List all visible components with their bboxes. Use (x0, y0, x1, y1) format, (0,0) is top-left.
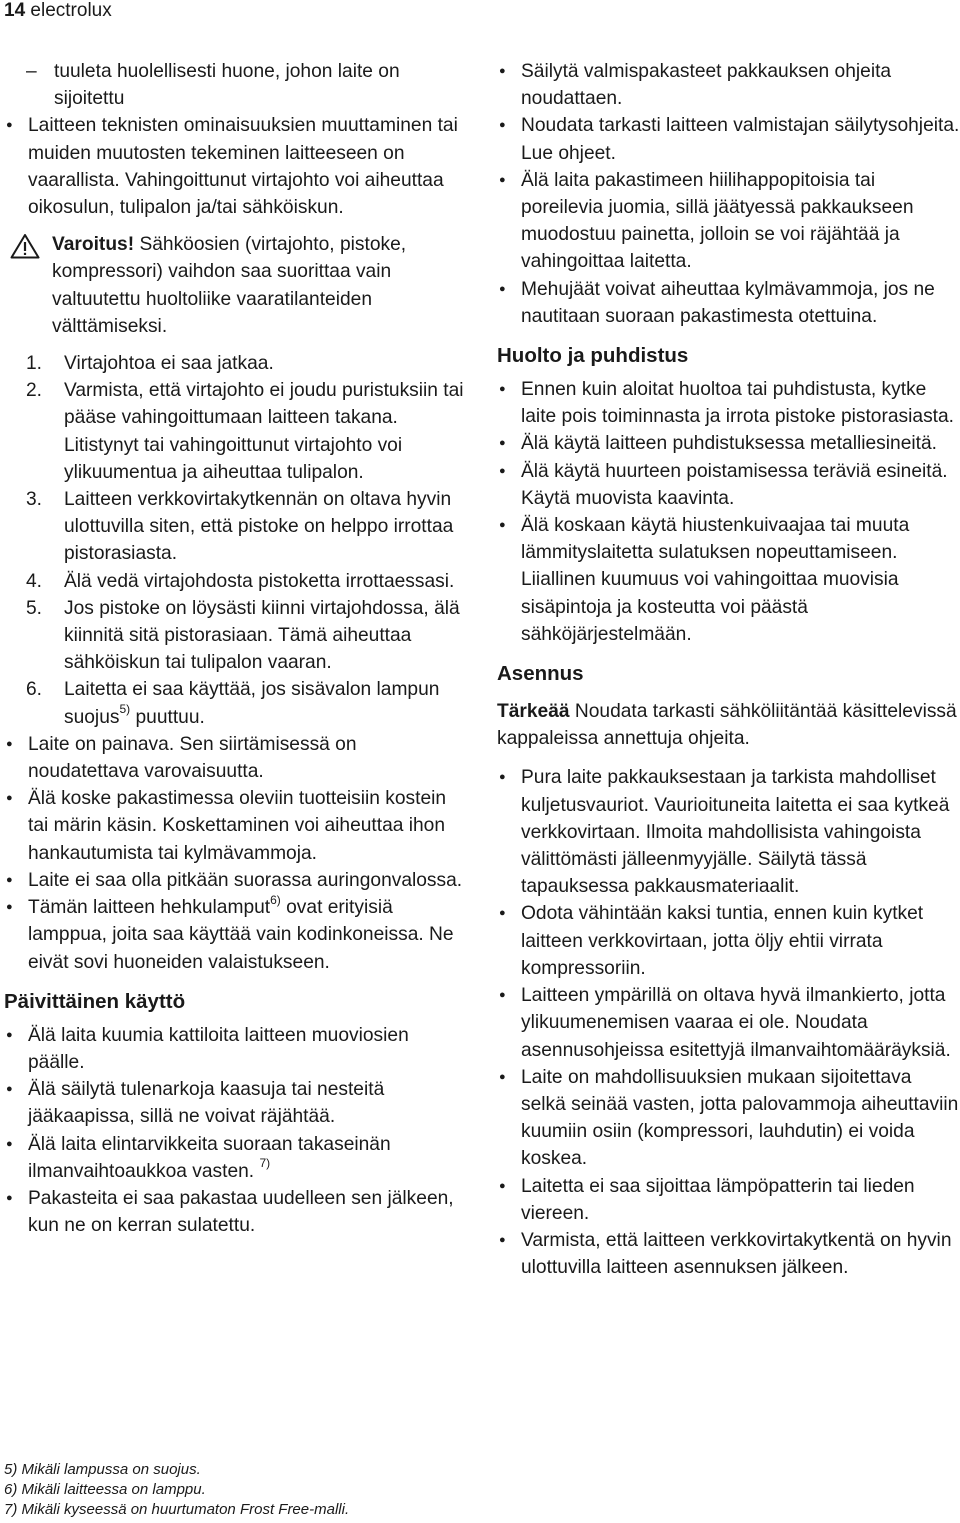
numbered-item: 4. Älä vedä virtajohdosta pistoketta irrottaessasi. (26, 570, 455, 592)
footnote: 7) Mikäli kyseessä on huurtumaton Frost Free-malli. (4, 1501, 350, 1518)
important-note (497, 698, 960, 752)
list-item: Laitteen teknisten ominaisuuksien muuttaminen tai muiden muutosten tekeminen laitteeseen on vaarallista. Vahingoittunut virtajohto voi aiheuttaa oikosulun, tulipalon ja/tai sähköiskun. (28, 115, 458, 219)
numbered-item: 3. Laitteen verkkovirtakytkennän on oltava hyvin ulottuvilla siten, että pistoke on helppo irrottaa pistorasiasta. (26, 489, 454, 565)
list-item: Varmista, että laitteen verkkovirtakytkentä on hyvin ulottuvilla laitteen asennuksen jälkeen. (521, 1229, 952, 1279)
footnote-ref: 7) (259, 1156, 271, 1171)
list-item: Pakasteita ei saa pakastaa uudelleen sen jälkeen, kun ne on kerran sulatettu. (28, 1187, 454, 1237)
list-item: Säilytä valmispakasteet pakkauksen ohjeita noudattaen. (521, 61, 892, 110)
right-column (497, 58, 960, 1281)
numbered-item: 5. Jos pistoke on löysästi kiinni virtajohdossa, älä kiinnitä sitä pistorasiaan. Tämä aiheuttaa sähköiskun tai tulipalon vaaran. (26, 597, 460, 674)
brand-name: electrolux (30, 0, 112, 21)
important-text: Noudata tarkasti sähköliitäntää käsittelevissä kappaleissa annettuja ohjeita. (497, 701, 957, 750)
list-item: Tämän laitteen hehkulamput$^{6)}$ ovat erityisiä lamppua, joita saa käyttää vain kodinkoneissa. Ne eivät sovi huoneiden valaistukseen. (28, 892, 454, 973)
section-heading-daily-use: Päivittäinen käyttö (4, 989, 186, 1013)
list-item: Odota vähintään kaksi tuntia, ennen kuin kytket laitteen verkkovirtaan, jotta öljy ehtii virrata kompressoriin. (521, 903, 924, 979)
list-item: Älä koskaan käytä hiustenkuivaajaa tai muuta lämmityslaitetta sulatuksen nopeuttamiseen. Liiallinen kuumuus voi vahingoittaa muovisia sisäpintoja ja kosteutta voi päästä sähköjärjestelmään. (521, 515, 910, 645)
list-item: Mehujäät voivat aiheuttaa kylmävammoja, jos ne nautitaan suoraan pakastimesta otettuina. (521, 278, 935, 327)
important-keyword: Tärkeää (497, 701, 570, 723)
footnote-ref: 6) (270, 892, 281, 907)
list-item: Pura laite pakkauksestaan ja tarkista mahdolliset kuljetusvauriot. Vaurioituneita laitetta ei saa kytkeä verkkovirtaan. Ilmoita mahdollisista vahingoista välittömästi jälleenmyyjälle. Säilytä tässä tapauksessa pakkausmateriaalit. (521, 767, 950, 898)
footnotes (4, 1460, 349, 1520)
warning-block (4, 231, 466, 340)
numbered-item: 1. Virtajohtoa ei saa jatkaa. (26, 353, 274, 375)
page-header (4, 0, 112, 22)
list-item: Älä käytä huurteen poistamisessa teräviä esineitä. Käytä muovista kaavinta. (521, 460, 948, 509)
list-item: Laitteen ympärillä on oltava hyvä ilmankierto, jotta ylikuumenemisen vaaraa ei ole. Noudata asennusohjeissa esitettyjä ilmanvaihtomääräyksiä. (521, 985, 951, 1061)
warning-icon (10, 233, 40, 259)
list-item: Laite on painava. Sen siirtämisessä on noudatettava varovaisuutta. (28, 733, 357, 783)
left-column (4, 58, 466, 1239)
section-heading-installation: Asennus (497, 662, 584, 686)
list-item: Älä käytä laitteen puhdistuksessa metalliesineitä. (521, 433, 937, 455)
dash-item: – tuuleta huolellisesti huone, johon laite on sijoitettu (26, 61, 400, 110)
list-item: Laite ei saa olla pitkään suorassa auringonvalossa. (28, 869, 463, 891)
list-item: Noudata tarkasti laitteen valmistajan säilytysohjeita. Lue ohjeet. (521, 115, 960, 164)
list-item: Älä säilytä tulenarkoja kaasuja tai nesteitä jääkaapissa, sillä ne voivat räjähtää. (28, 1079, 385, 1128)
warning-keyword: Varoitus! (52, 234, 135, 256)
numbered-list (4, 350, 466, 731)
list-item: Älä laita kuumia kattiloita laitteen muoviosien päälle. (28, 1024, 409, 1073)
numbered-item: 2. Varmista, että virtajohto ei joudu puristuksiin tai pääse vahingoittumaan laitteen takana. Litistynyt tai vahingoittunut virtajohto voi ylikuumentua ja aiheuttaa tulipalon. (26, 380, 464, 483)
page-number: 14 (4, 0, 26, 21)
section-heading-maintenance: Huolto ja puhdistus (497, 344, 689, 368)
list-item: Älä laita pakastimeen hiilihappopitoisia tai poreilevia juomia, sillä jäätyessä pakkaukseen muodostuu painetta, jolloin se voi räjähtää ja vahingoittaa laitetta. (521, 169, 914, 273)
list-item: Älä laita elintarvikkeita suoraan takaseinän ilmanvaihtoaukkoa vasten. $^{7)}$ (28, 1133, 391, 1182)
list-item: Laitetta ei saa sijoittaa lämpöpatterin tai lieden viereen. (521, 1175, 915, 1224)
list-item: Ennen kuin aloitat huoltoa tai puhdistusta, kytke laite pois toiminnasta ja irrota pistoke pistorasiasta. (521, 379, 954, 428)
footnote: 6) Mikäli laitteessa on lamppu. (4, 1481, 206, 1498)
list-item: Älä koske pakastimessa oleviin tuotteisiin kostein tai märin käsin. Koskettaminen voi aiheuttaa ihon hankautumista tai kylmävammoja. (28, 788, 447, 864)
list-item: Laite on mahdollisuuksien mukaan sijoitettava selkä seinää vasten, jotta palovammoja aiheuttaviin kuumiin osiin (kompressori, lauhdutin) ei voida koskea. (521, 1066, 959, 1170)
footnote-ref: 5) (119, 702, 131, 717)
warning-text: Sähköosien (virtajohto, pistoke, kompressori) vaihdon saa suorittaa vain valtuutettu huoltoliike vaaratilanteiden välttämiseksi. (52, 234, 407, 337)
footnote: 5) Mikäli lampussa on suojus. (4, 1461, 201, 1478)
numbered-item: 6. Laitetta ei saa käyttää, jos sisävalon lampun suojus$^{5)}$ puuttuu. (26, 679, 440, 728)
